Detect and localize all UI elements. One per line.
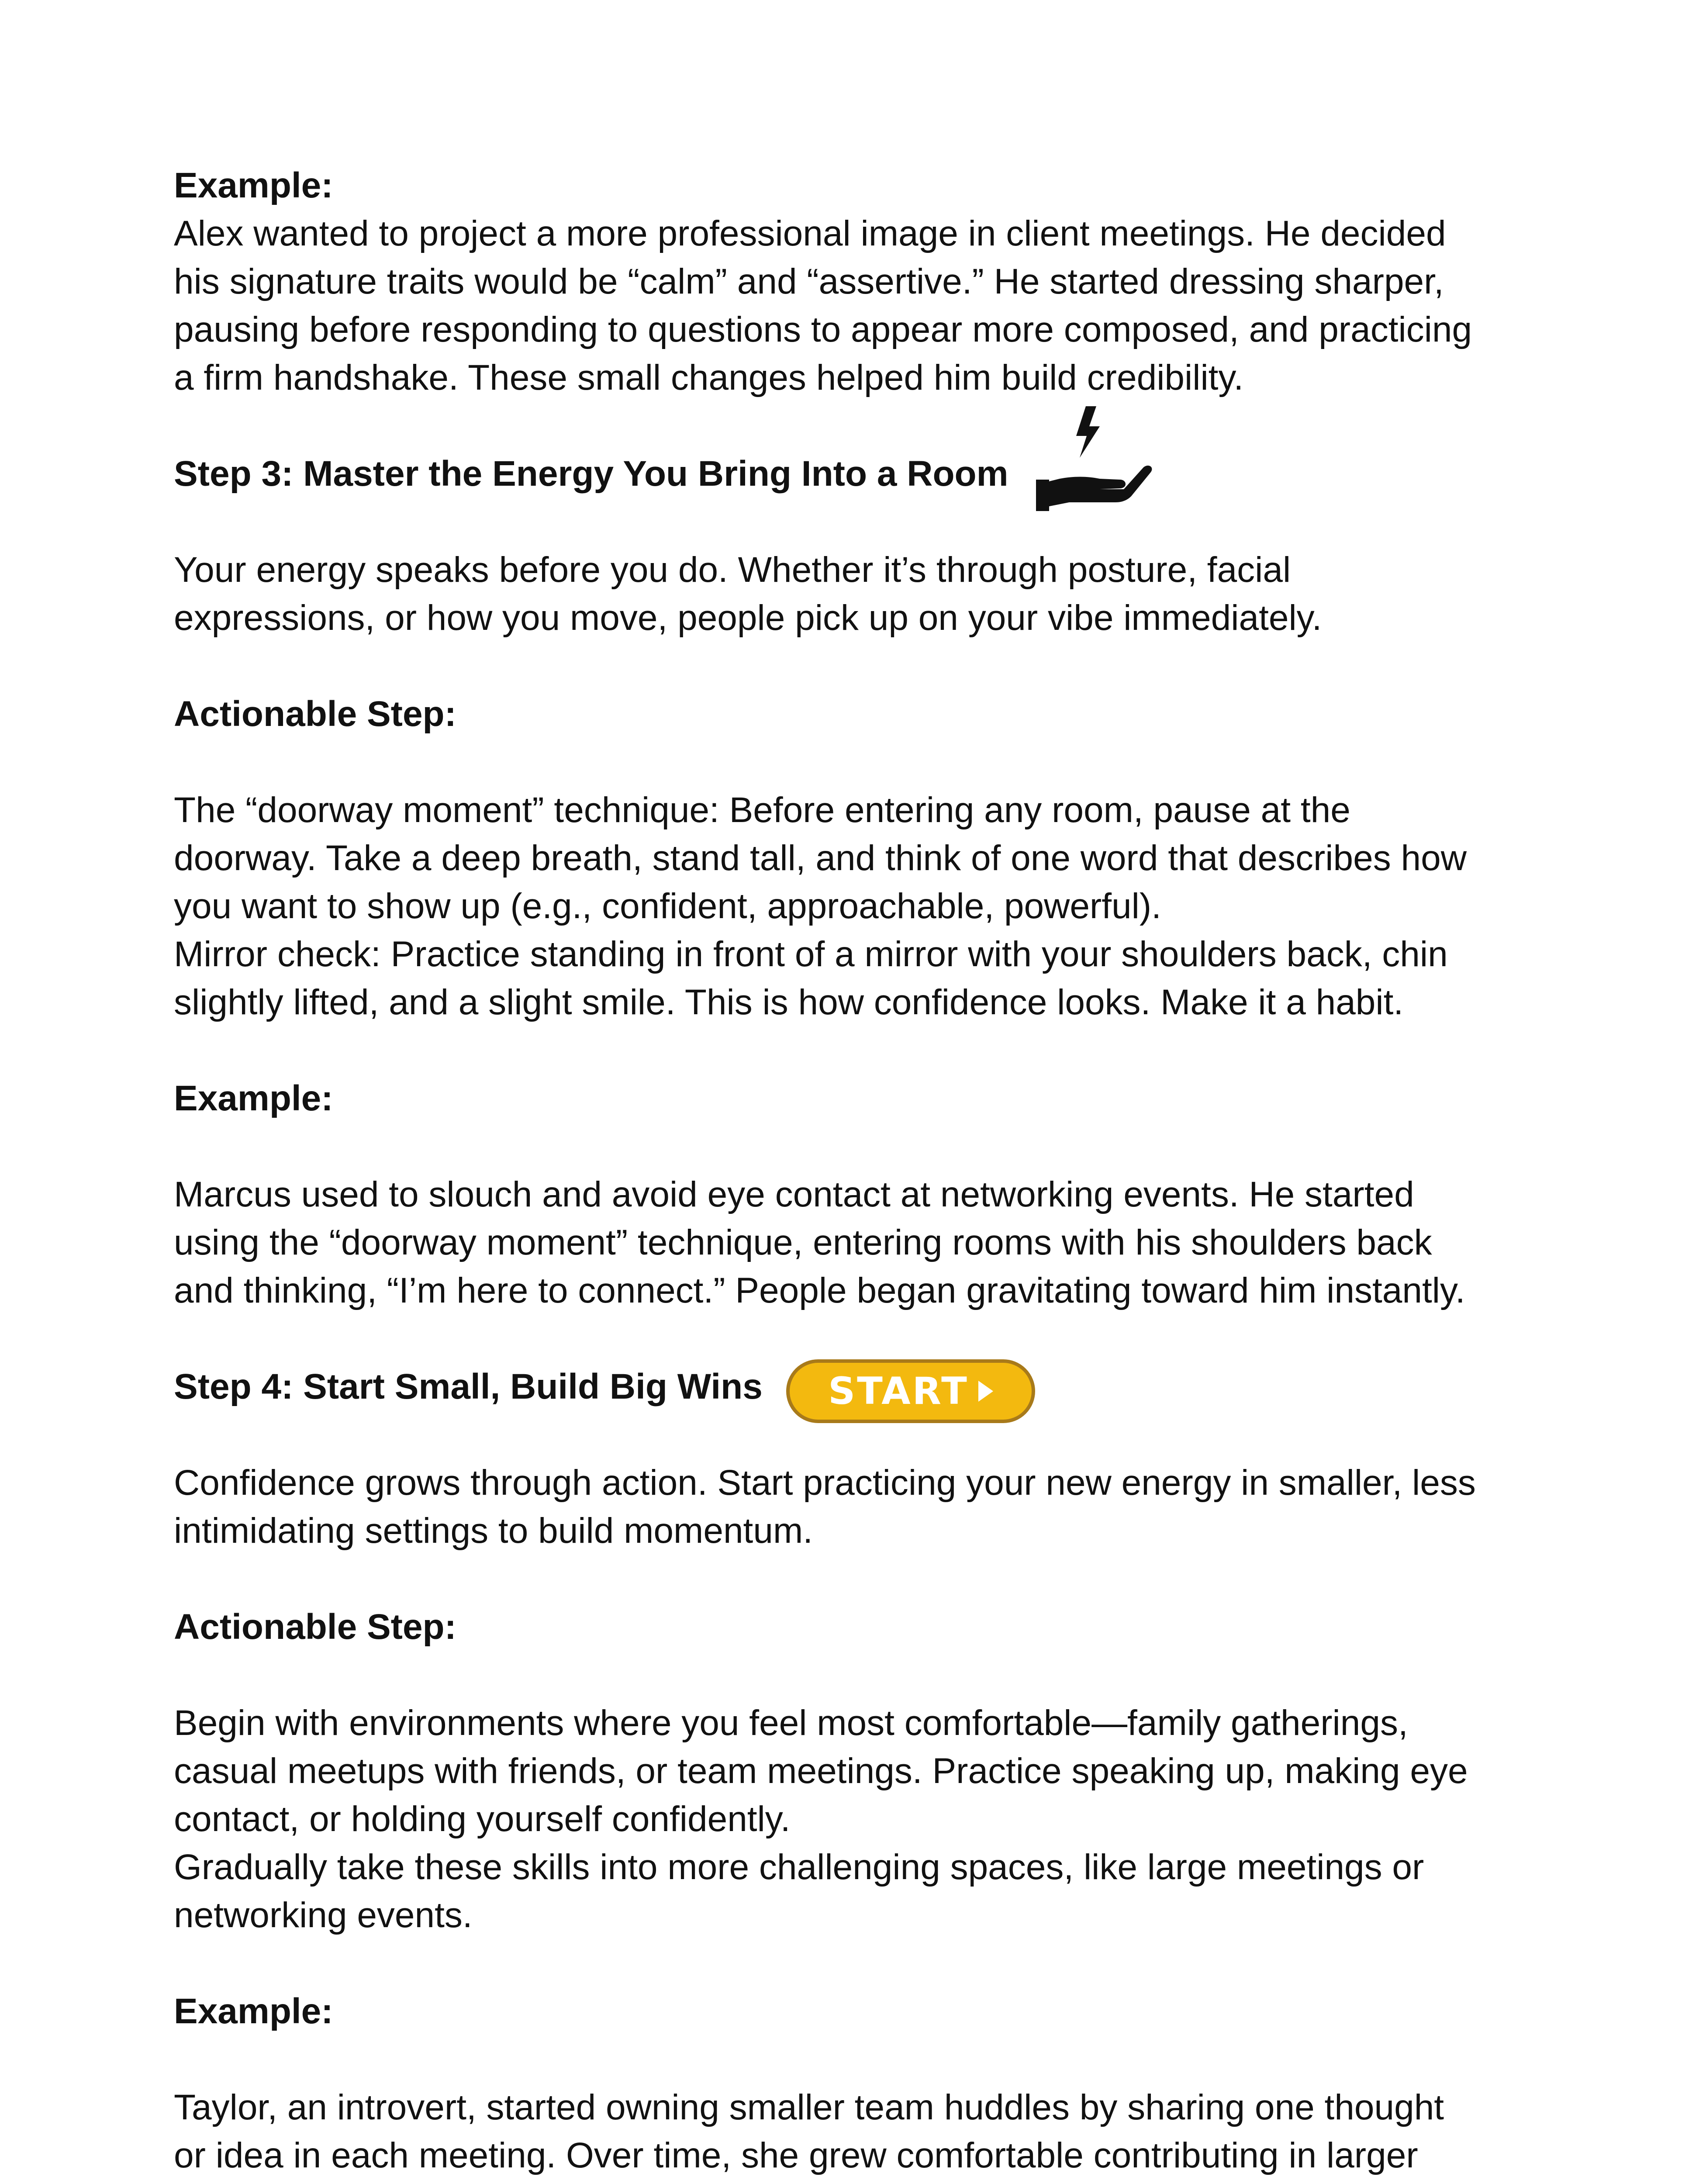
actionable-step-label: Actionable Step: <box>174 694 456 734</box>
paragraph-line: a firm handshake. These small changes helped him build credibility. <box>174 358 1244 397</box>
example-label: Example: <box>174 1991 333 2031</box>
paragraph-line: pausing before responding to questions to appear more composed, and practicing <box>174 310 1472 349</box>
step4-heading: Step 4: Start Small, Build Big Wins <box>174 1367 763 1406</box>
paragraph-line: using the “doorway moment” technique, entering rooms with his shoulders back <box>174 1223 1432 1262</box>
paragraph-line: expressions, or how you move, people pick up on your vibe immediately. <box>174 598 1322 638</box>
paragraph-line: Alex wanted to project a more professional image in client meetings. He decided <box>174 214 1446 253</box>
paragraph-line: doorway. Take a deep breath, stand tall, and think of one word that describes how <box>174 838 1467 878</box>
paragraph-line: slightly lifted, and a slight smile. This is how confidence looks. Make it a habit. <box>174 982 1404 1022</box>
step3-heading-row <box>174 450 1567 498</box>
paragraph-line: The “doorway moment” technique: Before entering any room, pause at the <box>174 790 1350 830</box>
paragraph-line: networking events. <box>174 1895 473 1935</box>
start-button[interactable] <box>786 1359 1035 1423</box>
paragraph-line: Your energy speaks before you do. Whether it’s through posture, facial <box>174 550 1291 590</box>
paragraph-line: or idea in each meeting. Over time, she grew comfortable contributing in larger <box>174 2136 1418 2175</box>
step4-heading-row <box>174 1363 1567 1411</box>
paragraph-line: his signature traits would be “calm” and “assertive.” He started dressing sharper, <box>174 262 1444 301</box>
page-content <box>174 162 1567 2184</box>
energy-hand-icon <box>1034 402 1152 511</box>
paragraph-line: intimidating settings to build momentum. <box>174 1511 813 1551</box>
start-button-label: START <box>828 1369 969 1413</box>
paragraph-line: Gradually take these skills into more challenging spaces, like large meetings or <box>174 1847 1424 1887</box>
paragraph-line: Confidence grows through action. Start practicing your new energy in smaller, less <box>174 1463 1476 1503</box>
play-arrow-icon <box>978 1381 993 1402</box>
paragraph-line: contact, or holding yourself confidently. <box>174 1799 791 1839</box>
paragraph-line: Taylor, an introvert, started owning smaller team huddles by sharing one thought <box>174 2087 1444 2127</box>
paragraph-line: Mirror check: Practice standing in front of a mirror with your shoulders back, chin <box>174 934 1448 974</box>
paragraph-line: Begin with environments where you feel most comfortable—family gatherings, <box>174 1703 1408 1743</box>
paragraph-line: Marcus used to slouch and avoid eye contact at networking events. He started <box>174 1175 1414 1214</box>
example-label: Example: <box>174 166 333 205</box>
step3-heading: Step 3: Master the Energy You Bring Into a Room <box>174 454 1008 494</box>
example-label: Example: <box>174 1078 333 1118</box>
paragraph-line: casual meetups with friends, or team meetings. Practice speaking up, making eye <box>174 1751 1468 1791</box>
paragraph-line: and thinking, “I’m here to connect.” People began gravitating toward him instantly. <box>174 1271 1465 1310</box>
actionable-step-label: Actionable Step: <box>174 1607 456 1647</box>
paragraph-line: you want to show up (e.g., confident, approachable, powerful). <box>174 886 1161 926</box>
paragraph-line <box>174 2180 1567 2184</box>
